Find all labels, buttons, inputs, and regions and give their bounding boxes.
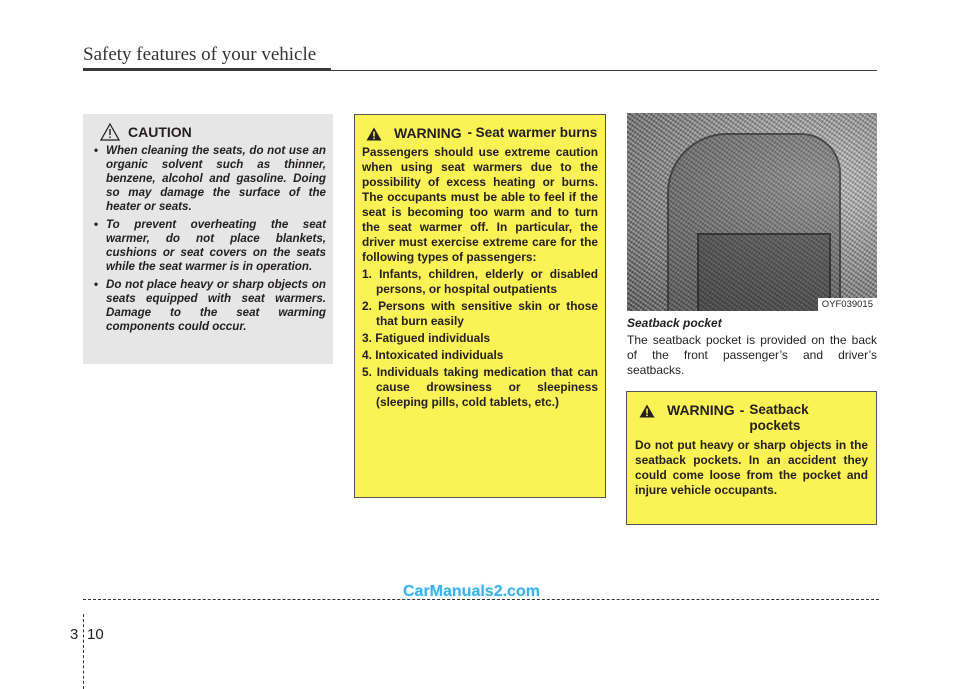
caution-item xyxy=(90,144,326,214)
warning-list-item: 3. Fatigued individuals xyxy=(362,331,491,345)
seatback-caption: Seatback pocket xyxy=(627,316,722,330)
chapter-number: 3 xyxy=(70,626,79,643)
warning-list xyxy=(362,267,598,410)
warning-body: Passengers should use extreme caution when using seat warmers due to the possibility of excess heating or burns. The occupants must be able to feel if the seat is becoming too warm and to turn the seat warmer off. In particular, the driver must exercise extreme care for the following types of passengers: xyxy=(362,145,598,264)
caution-box xyxy=(83,114,333,364)
caution-item xyxy=(90,278,326,334)
page-number: 10 xyxy=(87,626,104,643)
warning-list-item: 4. Intoxicated individuals xyxy=(362,348,504,362)
warning-subtitle: - Seat warmer burns xyxy=(467,125,598,140)
warning-body: Do not put heavy or sharp objects in the seatback pockets. In an accident they could come loose from the pocket and injure vehicle occupants. xyxy=(635,438,868,497)
warning-header xyxy=(366,125,598,141)
caution-item-text: To prevent overheating the seat warmer, do not place blankets, cushions or seat covers on the seats while the seat warmer is in operation. xyxy=(106,218,326,273)
caution-title: CAUTION xyxy=(128,124,192,140)
warning-triangle-icon xyxy=(639,404,655,418)
warning-header xyxy=(639,402,868,434)
warning-word: WARNING xyxy=(667,402,735,418)
caution-item-text: Do not place heavy or sharp objects on seats equipped with seat warmers. Damage to the seat warming components could occur. xyxy=(106,278,326,333)
warning-seat-warmer-box xyxy=(354,114,606,498)
watermark-link[interactable]: CarManuals2.com xyxy=(403,583,540,600)
header-rule xyxy=(83,68,331,71)
warning-list-item: 5. Individuals taking medication that can cause drowsiness or sleepiness (sleeping pills, cold tablets, etc.) xyxy=(362,365,598,409)
caution-triangle-icon xyxy=(100,123,120,141)
caution-list xyxy=(90,144,326,334)
footer-rule xyxy=(83,599,879,600)
seatback-pocket-photo xyxy=(627,113,877,311)
warning-triangle-icon xyxy=(366,127,382,141)
caution-header xyxy=(100,123,326,141)
warning-seatback-box xyxy=(626,391,877,525)
bullet-icon: • xyxy=(94,278,99,291)
seatback-text: The seatback pocket is provided on the back of the front passenger’s and driver’s seatbacks. xyxy=(627,333,877,377)
caution-item xyxy=(90,218,326,274)
header-rule-thin xyxy=(331,70,877,71)
caution-item-text: When cleaning the seats, do not use an organic solvent such as thinner, benzene, alcohol and gasoline. Doing so may damage the surface of the heater or seats. xyxy=(106,144,326,213)
photo-code: OYF039015 xyxy=(818,298,877,311)
warning-subtitle: Seatback pockets xyxy=(749,402,809,433)
warning-word: WARNING xyxy=(394,125,462,141)
warning-list-item: 2. Persons with sensitive skin or those that burn easily xyxy=(362,299,598,328)
warning-dash: - xyxy=(739,402,745,418)
pocket-illustration xyxy=(697,233,831,311)
page-header-title: Safety features of your vehicle xyxy=(83,44,317,65)
footer-vertical-rule xyxy=(83,614,84,689)
bullet-icon: • xyxy=(94,218,99,231)
bullet-icon: • xyxy=(94,144,99,157)
warning-list-item: 1. Infants, children, elderly or disabled persons, or hospital outpatients xyxy=(362,267,598,296)
